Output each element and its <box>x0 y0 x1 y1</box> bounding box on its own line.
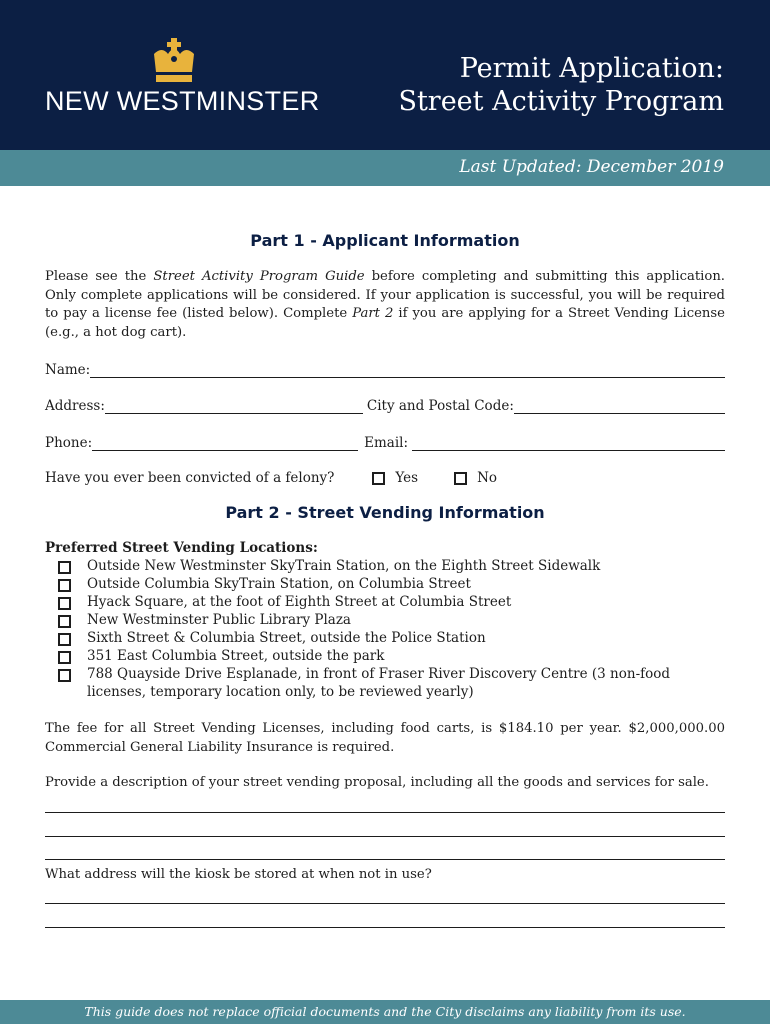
location-item[interactable] <box>58 575 728 593</box>
title-line-2: Street Activity Program <box>398 86 724 117</box>
location-checkbox[interactable] <box>58 669 71 682</box>
part2-heading: Part 2 - Street Vending Information <box>225 503 545 522</box>
kiosk-line[interactable] <box>45 903 725 904</box>
location-label: 788 Quayside Drive Esplanade, in front of Fraser River Discovery Centre (3 non-food licenses, temporary location only, to be reviewed yearly) <box>87 666 671 700</box>
locations-heading: Preferred Street Vending Locations: <box>45 540 318 556</box>
location-checkbox[interactable] <box>58 561 71 574</box>
location-item[interactable] <box>58 629 728 647</box>
phone-label: Phone: <box>45 435 93 451</box>
name-field[interactable] <box>90 363 725 378</box>
location-checkbox[interactable] <box>58 651 71 664</box>
kiosk-prompt: What address will the kiosk be stored at when not in use? <box>45 867 432 882</box>
footer-disclaimer: This guide does not replace official documents and the City disclaims any liability from its use. <box>0 1000 770 1024</box>
intro-text-c: if you are applying for a Street Vending License (e.g., a hot dog cart). <box>45 306 725 340</box>
no-option[interactable] <box>454 470 497 486</box>
location-item[interactable] <box>58 665 728 701</box>
description-line[interactable] <box>45 836 725 837</box>
location-label: Outside Columbia SkyTrain Station, on Columbia Street <box>87 576 471 592</box>
intro-paragraph <box>45 268 725 342</box>
name-row <box>45 358 725 378</box>
location-item[interactable] <box>58 593 728 611</box>
address-row <box>45 394 725 414</box>
location-checkbox[interactable] <box>58 633 71 646</box>
intro-text-a: Please see the <box>45 269 154 284</box>
location-item[interactable] <box>58 557 728 575</box>
location-label: Outside New Westminster SkyTrain Station, on the Eighth Street Sidewalk <box>87 558 601 574</box>
location-item[interactable] <box>58 611 728 629</box>
felony-row <box>45 466 725 486</box>
address-label: Address: <box>45 398 105 414</box>
location-item[interactable] <box>58 647 728 665</box>
location-label: Hyack Square, at the foot of Eighth Street at Columbia Street <box>87 594 512 610</box>
email-label: Email: <box>364 435 409 451</box>
description-line[interactable] <box>45 812 725 813</box>
no-label: No <box>477 470 498 486</box>
email-field[interactable] <box>412 436 725 451</box>
name-label: Name: <box>45 362 91 378</box>
locations-list <box>58 557 728 701</box>
city-postal-field[interactable] <box>514 399 725 414</box>
city-label: City and Postal Code: <box>366 398 514 414</box>
location-checkbox[interactable] <box>58 579 71 592</box>
phone-row <box>45 431 725 451</box>
part2-ref: Part 2 <box>352 306 394 321</box>
description-line[interactable] <box>45 859 725 860</box>
logo-text: NEW WESTMINSTER <box>45 86 320 116</box>
yes-option[interactable] <box>372 470 418 486</box>
kiosk-line[interactable] <box>45 927 725 928</box>
guide-title: Street Activity Program Guide <box>153 269 365 284</box>
location-checkbox[interactable] <box>58 597 71 610</box>
fee-text: The fee for all Street Vending Licenses, including food carts, is $184.10 per year. $2,000,000.00 Commercial General Liability Insurance is required. <box>45 721 725 755</box>
title-line-1: Permit Application: <box>459 53 724 84</box>
phone-field[interactable] <box>92 436 358 451</box>
page-title <box>398 52 724 118</box>
location-label: Sixth Street & Columbia Street, outside the Police Station <box>87 630 486 646</box>
location-checkbox[interactable] <box>58 615 71 628</box>
intro-text-b: before completing and submitting this application. Only complete applications will be considered. If your application is successful, you will be required to pay a license fee (listed below). Complete <box>45 269 725 321</box>
no-checkbox[interactable] <box>454 472 467 485</box>
location-label: New Westminster Public Library Plaza <box>87 612 351 628</box>
location-label: 351 East Columbia Street, outside the park <box>87 648 385 664</box>
last-updated: Last Updated: December 2019 <box>459 157 724 177</box>
part1-heading: Part 1 - Applicant Information <box>250 231 520 250</box>
yes-checkbox[interactable] <box>372 472 385 485</box>
felony-question: Have you ever been convicted of a felony? <box>45 470 335 486</box>
yes-label: Yes <box>395 470 419 486</box>
address-field[interactable] <box>105 399 363 414</box>
crown-icon <box>152 38 196 84</box>
description-prompt: Provide a description of your street vending proposal, including all the goods and services for sale. <box>45 775 709 790</box>
